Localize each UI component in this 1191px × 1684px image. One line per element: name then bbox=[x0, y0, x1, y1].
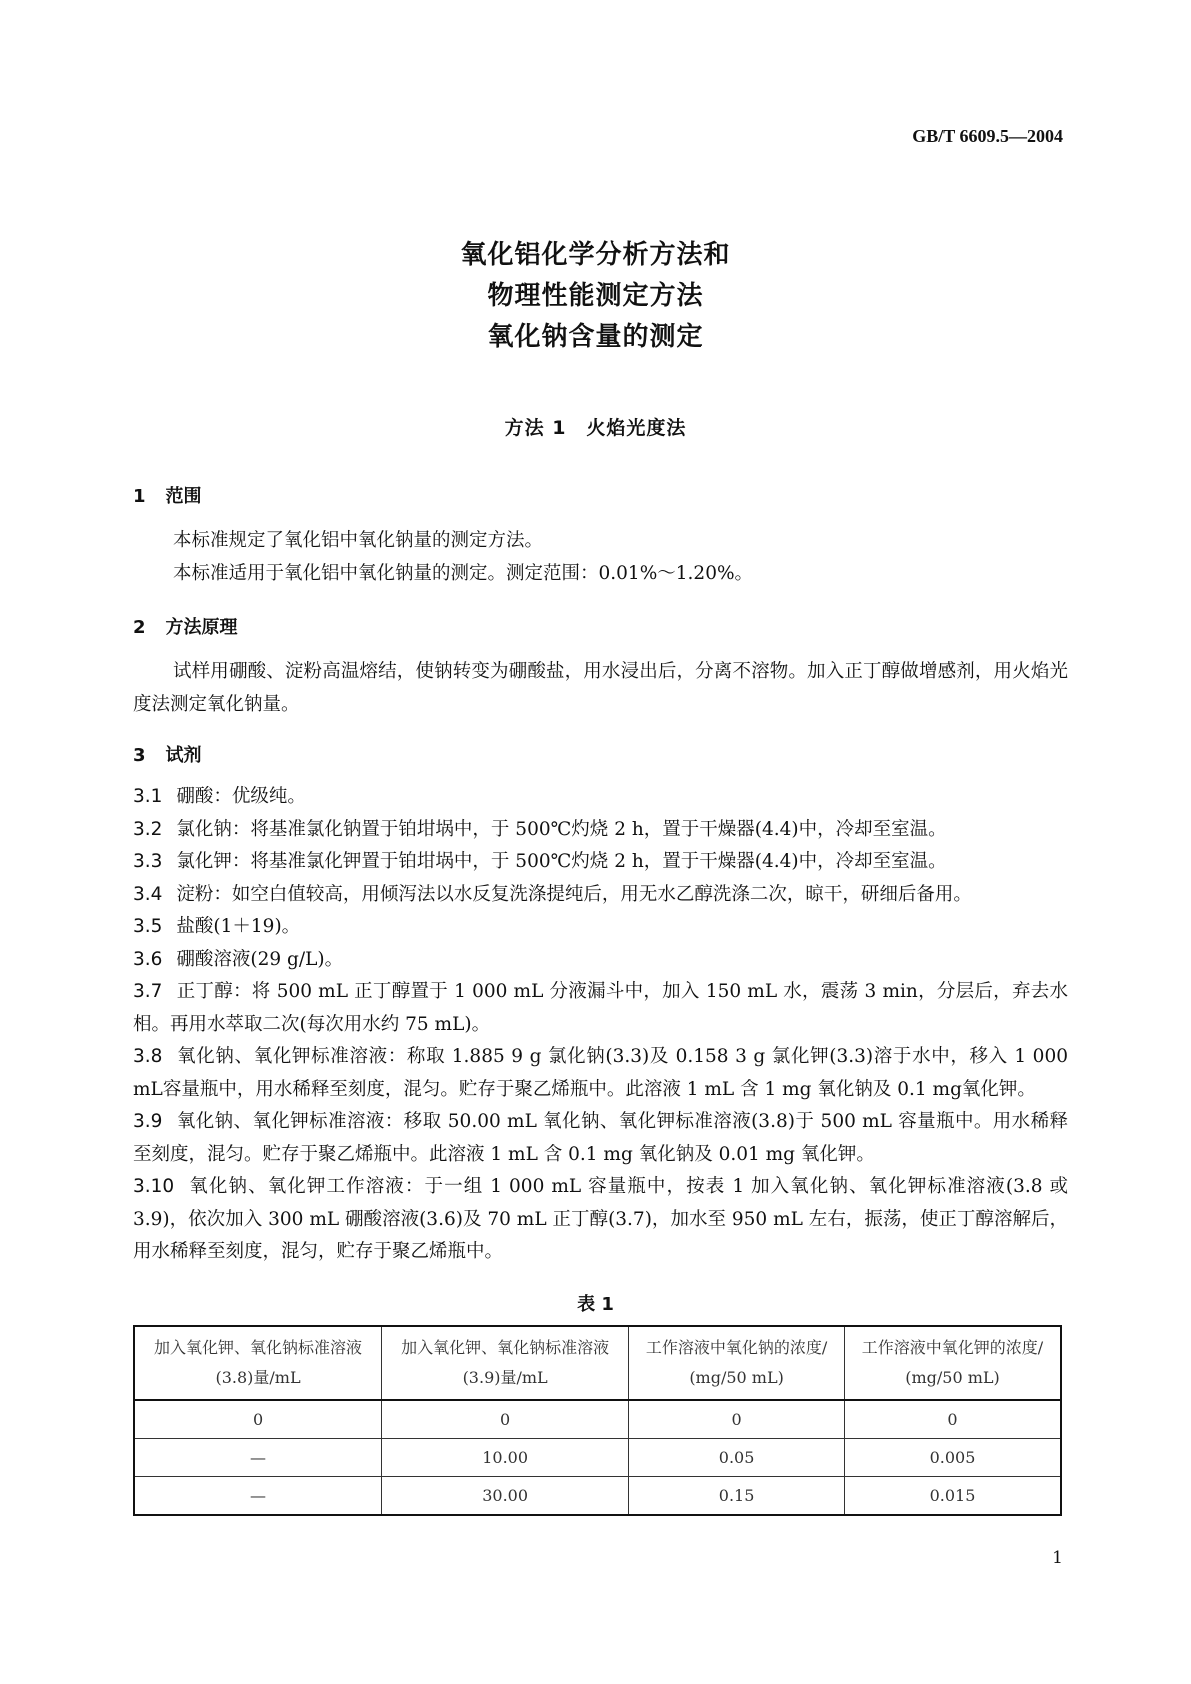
section-title: 范围 bbox=[165, 486, 202, 507]
doc-title-line-2: 物理性能测定方法 bbox=[487, 281, 704, 311]
item-text: 氧化钠、氧化钾标准溶液：称取 1.885 9 g 氯化钠(3.3)及 0.158 3 g 氯化钾(3.3)溶于水中，移入 1 000 mL容量瓶中，用水稀释至刻度，混匀。贮存于聚乙烯瓶中。此溶液 1 mL 含 1 mg 氧化钠及 0.1 mg氧化钾。 bbox=[133, 1046, 1068, 1100]
doc-title-line-1: 氧化铝化学分析方法和 bbox=[460, 240, 731, 270]
section-2-heading bbox=[133, 613, 258, 639]
table-cell: 0.015 bbox=[845, 1477, 1061, 1516]
section-3-heading bbox=[133, 741, 222, 767]
table-header-cell bbox=[845, 1326, 1061, 1400]
section-2-para: 试样用硼酸、淀粉高温熔结，使钠转变为硼酸盐，用水浸出后，分离不溶物。加入正丁醇做增感剂，用火焰光度法测定氧化钠量。 bbox=[133, 661, 1068, 715]
table-cell: — bbox=[134, 1439, 382, 1477]
reagent-item bbox=[133, 814, 1068, 847]
item-number: 3.7 bbox=[133, 981, 163, 1002]
table-cell: 0.05 bbox=[629, 1439, 845, 1477]
item-number: 3.10 bbox=[133, 1176, 175, 1197]
table-cell: 0 bbox=[845, 1400, 1061, 1439]
method-heading: 方法 1 火焰光度法 bbox=[504, 417, 687, 439]
reagent-item bbox=[133, 944, 1068, 977]
item-number: 3.4 bbox=[133, 883, 163, 905]
header-line: 工作溶液中氧化钠的浓度/ bbox=[645, 1338, 828, 1357]
item-number: 3.5 bbox=[133, 916, 163, 937]
page-number: 1 bbox=[1052, 1548, 1063, 1568]
item-text: 硼酸：优级纯。 bbox=[176, 786, 306, 807]
table-cell: 10.00 bbox=[382, 1439, 629, 1477]
item-text: 硼酸溶液(29 g/L)。 bbox=[176, 948, 344, 970]
table-cell: 0.15 bbox=[629, 1477, 845, 1516]
table-header-row bbox=[134, 1326, 1061, 1400]
table-cell: 0 bbox=[629, 1400, 845, 1439]
table-header-cell bbox=[134, 1326, 382, 1400]
section-number: 1 bbox=[133, 486, 146, 507]
item-text: 正丁醇：将 500 mL 正丁醇置于 1 000 mL 分液漏斗中，加入 150 mL 水，震荡 3 min，分层后，弃去水相。再用水萃取二次(每次用水约 75 mL)。 bbox=[133, 981, 1068, 1035]
reagent-item bbox=[133, 781, 1068, 814]
section-title: 方法原理 bbox=[165, 617, 238, 638]
section-number: 3 bbox=[133, 745, 146, 766]
header-line: 工作溶液中氧化钾的浓度/ bbox=[861, 1338, 1044, 1357]
section-title: 试剂 bbox=[165, 745, 202, 766]
reagent-item bbox=[133, 879, 1068, 912]
header-line: 加入氧化钾、氧化钠标准溶液 bbox=[401, 1338, 610, 1357]
item-text: 淀粉：如空白值较高，用倾泻法以水反复洗涤提纯后，用无水乙醇洗涤二次，晾干，研细后备用。 bbox=[176, 883, 972, 905]
reagent-item bbox=[133, 846, 1068, 879]
reagent-item bbox=[133, 1106, 1068, 1171]
reagent-list bbox=[133, 781, 1068, 1269]
section-number: 2 bbox=[133, 617, 146, 638]
item-text: 氧化钠、氧化钾工作溶液：于一组 1 000 mL 容量瓶中，按表 1 加入氧化钠、氧化钾标准溶液(3.8 或 3.9)，依次加入 300 mL 硼酸溶液(3.6)及 70 mL 正丁醇(3.7)，加水至 950 mL 左右，振荡，使正丁醇溶解后，用水稀释至刻度，混匀，贮存于聚乙烯瓶中。 bbox=[133, 1176, 1068, 1262]
section-1-para-1: 本标准规定了氧化铝中氧化钠量的测定方法。 bbox=[173, 530, 544, 551]
data-table bbox=[133, 1325, 1062, 1516]
section-1-heading bbox=[133, 482, 222, 508]
item-number: 3.6 bbox=[133, 948, 163, 970]
item-text: 氯化钠：将基准氯化钠置于铂坩埚中，于 500℃灼烧 2 h，置于干燥器(4.4)中，冷却至室温。 bbox=[176, 818, 947, 840]
table-cell: — bbox=[134, 1477, 382, 1516]
header-line: (3.8)量/mL bbox=[215, 1368, 301, 1387]
table-cell: 0.005 bbox=[845, 1439, 1061, 1477]
header-line: (3.9)量/mL bbox=[462, 1368, 548, 1387]
item-number: 3.3 bbox=[133, 851, 163, 872]
item-text: 氧化钠、氧化钾标准溶液：移取 50.00 mL 氧化钠、氧化钾标准溶液(3.8)于 500 mL 容量瓶中。用水稀释至刻度，混匀。贮存于聚乙烯瓶中。此溶液 1 mL 含 0.1 mg 氧化钠及 0.01 mg 氧化钾。 bbox=[133, 1111, 1068, 1165]
item-number: 3.1 bbox=[133, 786, 163, 807]
reagent-item bbox=[133, 976, 1068, 1041]
reagent-item bbox=[133, 911, 1068, 944]
header-line: 加入氧化钾、氧化钠标准溶液 bbox=[154, 1338, 363, 1357]
header-line: (mg/50 mL) bbox=[905, 1368, 1000, 1387]
item-number: 3.8 bbox=[133, 1046, 163, 1067]
item-text: 氯化钾：将基准氯化钾置于铂坩埚中，于 500℃灼烧 2 h，置于干燥器(4.4)中，冷却至室温。 bbox=[176, 851, 947, 872]
item-number: 3.9 bbox=[133, 1111, 163, 1132]
doc-title-line-3: 氧化钠含量的测定 bbox=[487, 322, 704, 352]
section-1-para-2: 本标准适用于氧化铝中氧化钠量的测定。测定范围：0.01%～1.20%。 bbox=[173, 563, 754, 584]
item-text: 盐酸(1＋19)。 bbox=[176, 916, 301, 937]
table-cell: 30.00 bbox=[382, 1477, 629, 1516]
reagent-item bbox=[133, 1041, 1068, 1106]
table-cell: 0 bbox=[134, 1400, 382, 1439]
table-header-cell bbox=[629, 1326, 845, 1400]
table-header-cell bbox=[382, 1326, 629, 1400]
table-row bbox=[134, 1439, 1061, 1477]
table-row bbox=[134, 1400, 1061, 1439]
table-caption: 表 1 bbox=[577, 1294, 614, 1315]
header-line: (mg/50 mL) bbox=[689, 1368, 784, 1387]
standard-code: GB/T 6609.5—2004 bbox=[912, 126, 1063, 146]
table-cell: 0 bbox=[382, 1400, 629, 1439]
item-number: 3.2 bbox=[133, 818, 163, 840]
table-row bbox=[134, 1477, 1061, 1516]
reagent-item bbox=[133, 1171, 1068, 1269]
